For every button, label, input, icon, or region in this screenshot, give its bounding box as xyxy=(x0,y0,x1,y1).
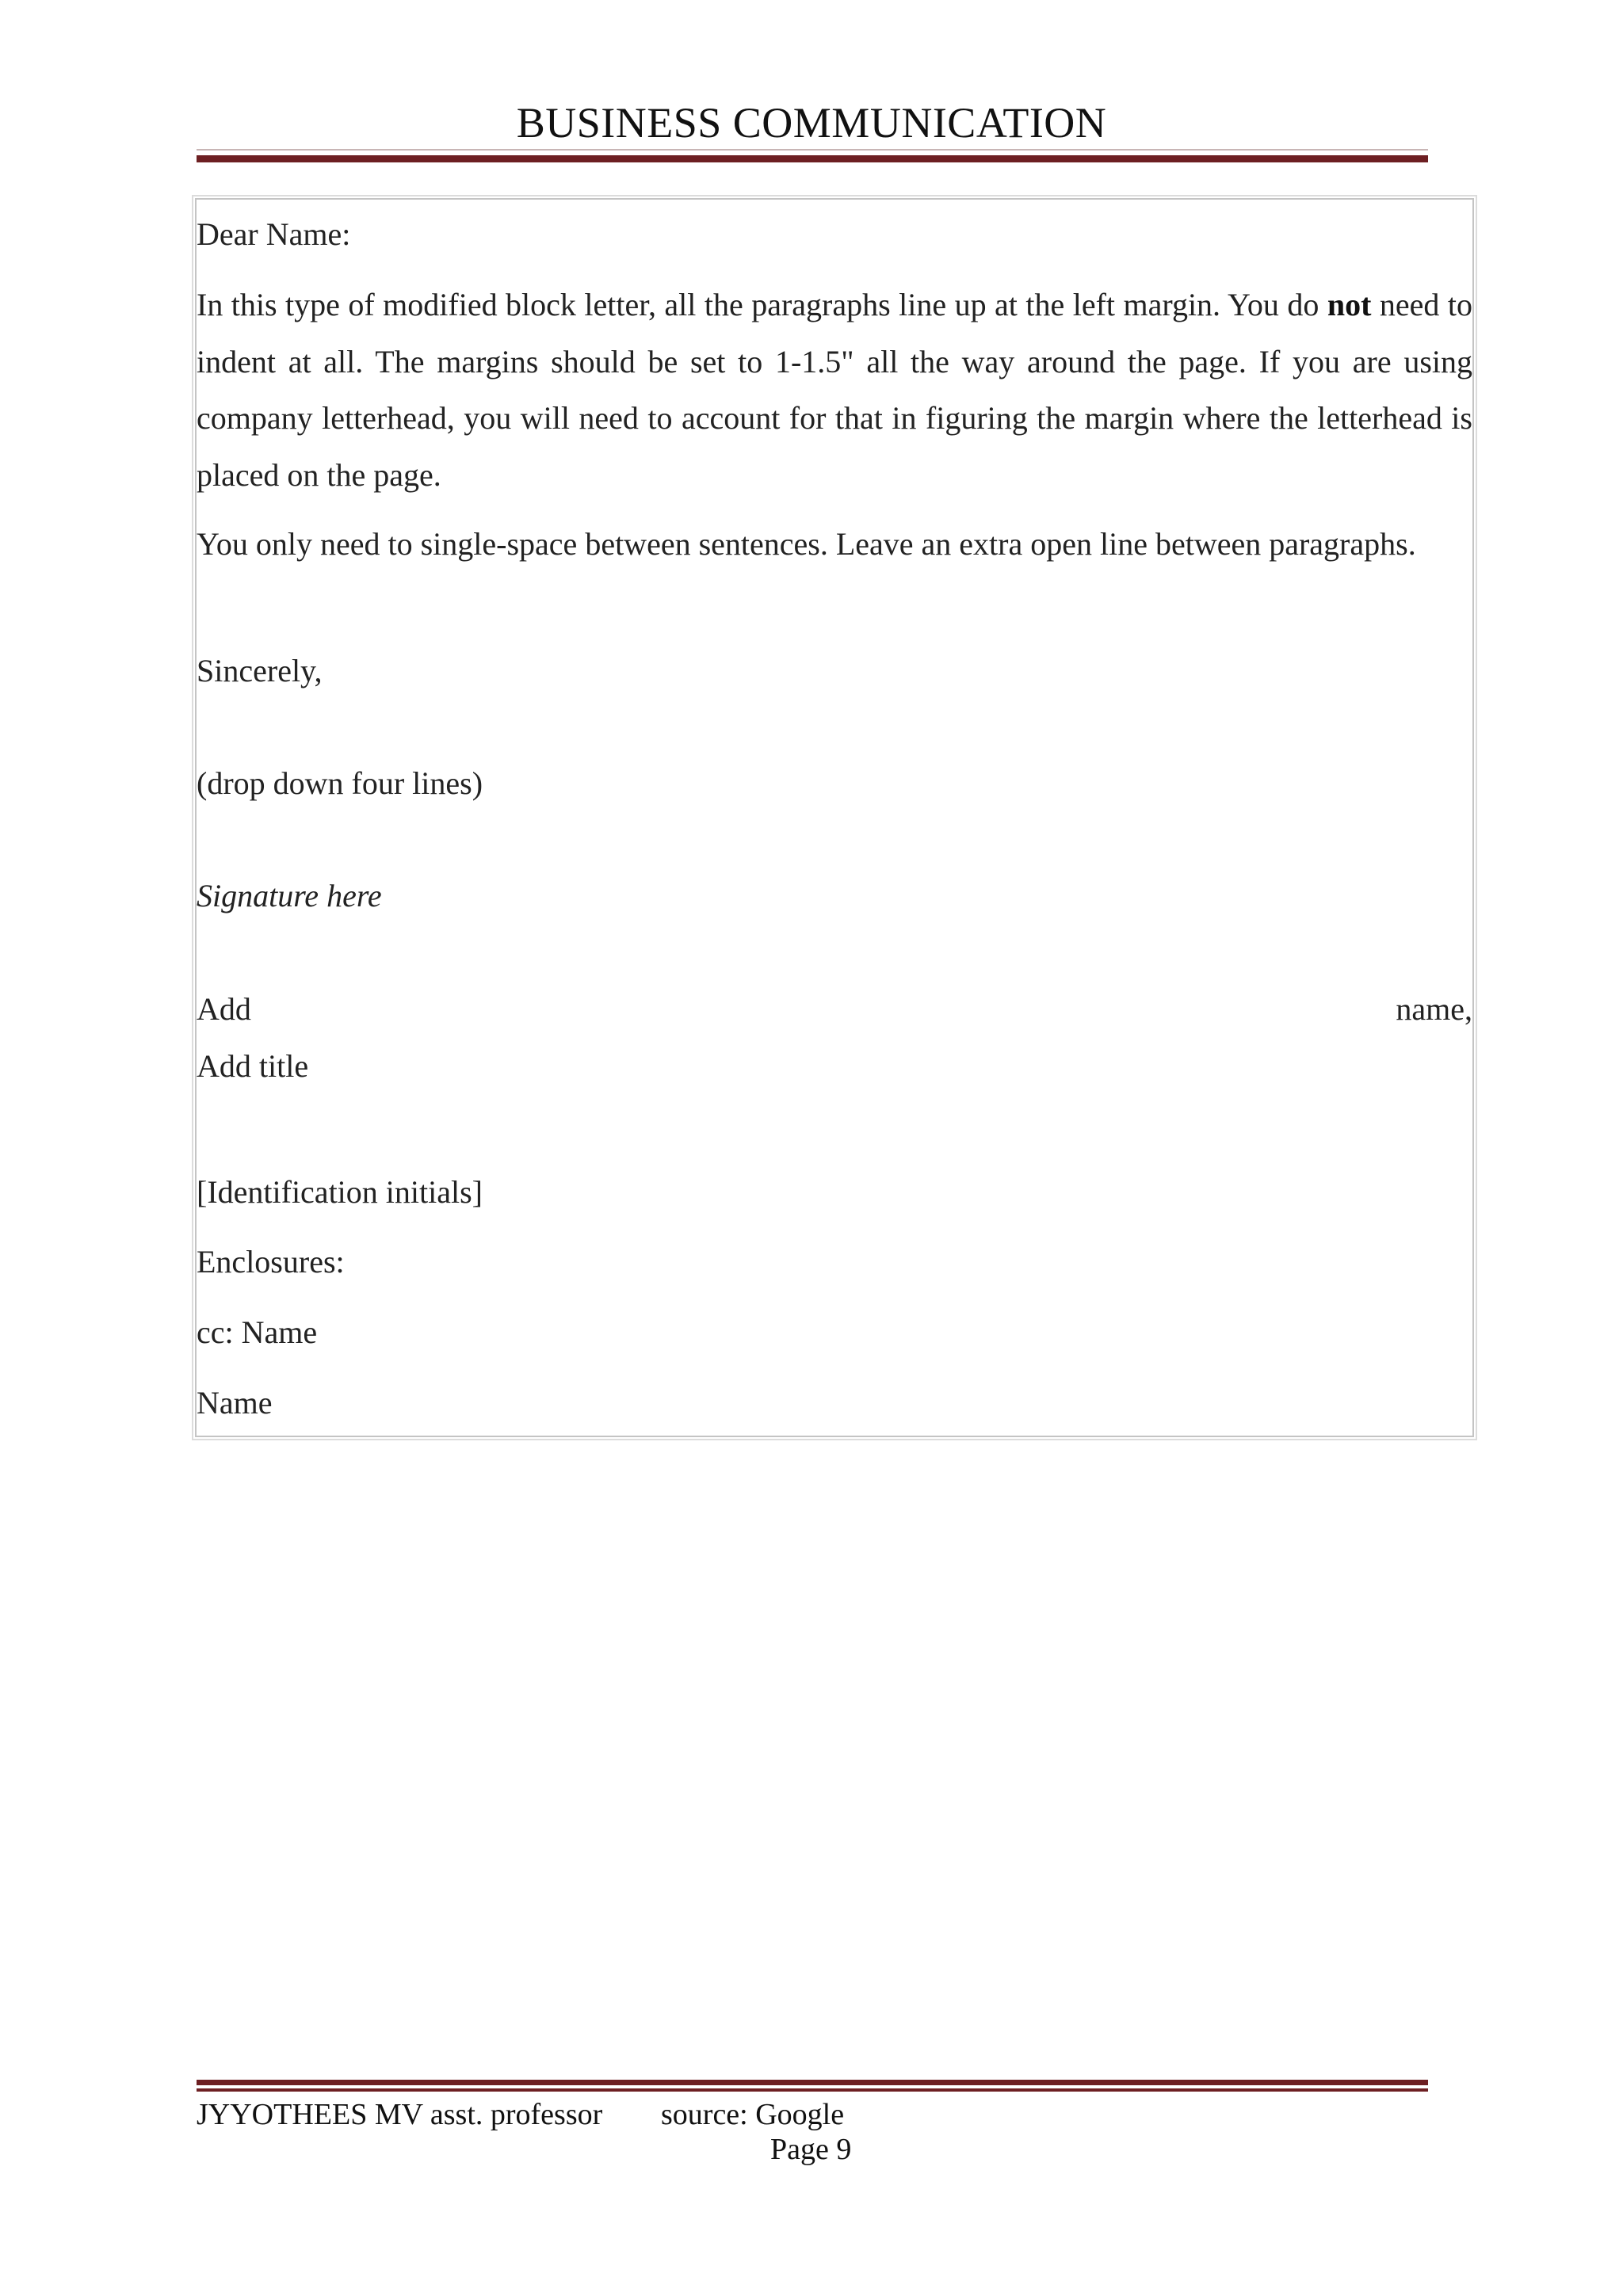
page-number: Page 9 xyxy=(770,2133,852,2166)
paragraph-1-text-b: need to indent at all. The margins should be set to 1-1.5" all the way around the page. If you are using company letterhead, you will need to account for that in figuring the margin where the letterhead is placed on the page. xyxy=(197,287,1472,493)
name-line-left: Add xyxy=(197,991,251,1027)
name-line xyxy=(197,990,1472,1029)
closing: Sincerely, xyxy=(197,653,323,688)
footer-source: source: Google xyxy=(661,2098,845,2131)
page-title: BUSINESS COMMUNICATION xyxy=(516,99,1107,147)
salutation: Dear Name: xyxy=(197,216,351,252)
footer-rule-thin xyxy=(197,2088,1428,2092)
paragraph-2: You only need to single-space between sentences. Leave an extra open line between paragraphs. xyxy=(197,526,1416,562)
signature: Signature here xyxy=(197,878,382,913)
paragraph-1-text-a: In this type of modified block letter, all the paragraphs line up at the left margin. You do xyxy=(197,287,1327,322)
name-line-right: name, xyxy=(1396,991,1472,1027)
footer-author: JYYOTHEES MV asst. professor xyxy=(197,2098,603,2131)
identification-initials: [Identification initials] xyxy=(197,1174,483,1210)
paragraph-1-bold: not xyxy=(1327,287,1372,322)
title-line: Add title xyxy=(197,1048,309,1084)
header-rule-thick xyxy=(197,155,1428,162)
cc-name: Name xyxy=(197,1385,273,1421)
drop-note: (drop down four lines) xyxy=(197,765,483,801)
enclosures: Enclosures: xyxy=(197,1244,345,1280)
cc-line: cc: Name xyxy=(197,1314,318,1350)
paragraph-1 xyxy=(197,277,1472,503)
footer-rule-thick xyxy=(197,2080,1428,2085)
header-rule-thin xyxy=(197,149,1428,151)
